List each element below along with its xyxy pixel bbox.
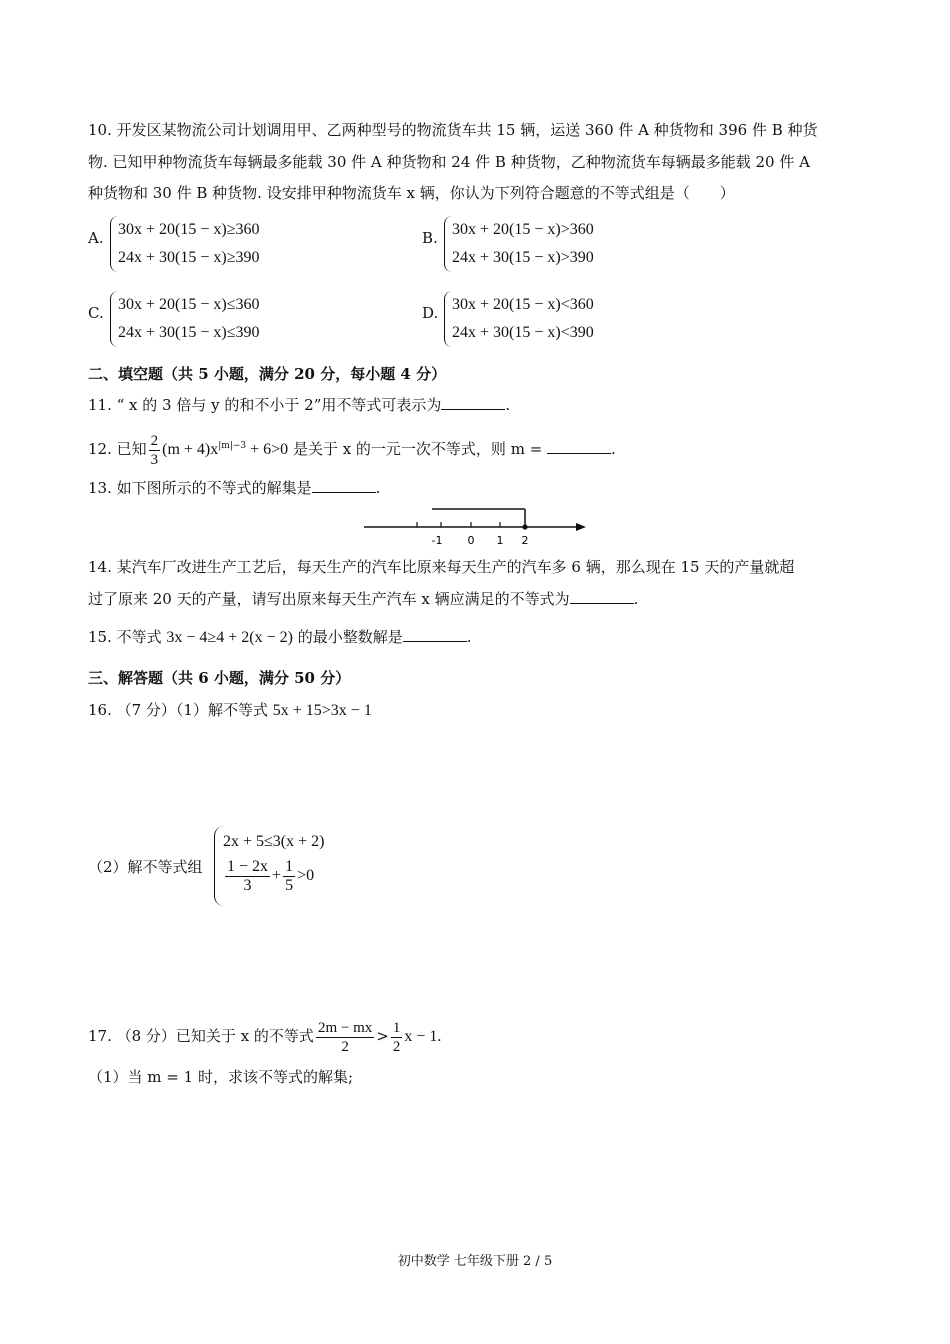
q16-part1-expr: 5x + 15>3x − 1 <box>272 702 372 719</box>
q17-gt: > <box>376 1027 389 1045</box>
q17 <box>88 1014 441 1058</box>
q13-end: . <box>375 479 381 497</box>
q12-expr: (m + 4)x <box>162 441 219 458</box>
option-c[interactable] <box>88 291 408 351</box>
option-d-eq1: 30x + 20(15 − x)<360 <box>452 296 594 313</box>
q14-end: . <box>633 590 639 608</box>
q12-fraction <box>149 432 161 469</box>
option-d-label: D. <box>422 304 439 322</box>
q16-eq2 <box>223 858 324 904</box>
q17-frac1-den: 2 <box>341 1038 349 1055</box>
option-b-label: B. <box>422 229 438 247</box>
q15-expr: 3x − 4≥4 + 2(x − 2) <box>166 629 293 646</box>
page-footer: 初中数学 七年级下册 2 / 5 <box>397 1254 553 1269</box>
option-d[interactable] <box>422 291 742 351</box>
option-c-system <box>110 291 259 347</box>
q14-line1: 14. 某汽车厂改进生产工艺后，每天生产的汽车比原来每天生产的汽车多 6 辆，那么现在 15 天的产量就超 <box>88 558 795 576</box>
q14-answer-blank[interactable] <box>570 589 634 604</box>
option-b-eq1: 30x + 20(15 − x)>360 <box>452 221 594 238</box>
q14-line2-text: 过了原来 20 天的产量，请写出原来每天生产汽车 x 辆应满足的不等式为 <box>88 590 570 608</box>
option-a[interactable] <box>88 216 408 276</box>
q17-frac1-num: 2m − mx <box>317 1019 373 1036</box>
q12-frac-num: 2 <box>150 432 159 449</box>
q16-system <box>214 826 324 906</box>
q16-eq1: 2x + 5≤3(x + 2) <box>223 833 325 850</box>
q17-frac2-den: 2 <box>392 1038 401 1055</box>
option-a-eq1: 30x + 20(15 − x)≥360 <box>118 221 260 238</box>
q12-end: . <box>611 440 616 458</box>
q12 <box>88 426 616 466</box>
q17-pre: 17. （8 分）已知关于 x 的不等式 <box>88 1027 314 1045</box>
q16-frac1 <box>225 858 270 895</box>
option-b[interactable] <box>422 216 742 276</box>
option-a-eq2: 24x + 30(15 − x)≥390 <box>118 249 260 266</box>
option-a-system <box>110 216 259 272</box>
q12-answer-blank[interactable] <box>547 439 611 454</box>
option-a-label: A. <box>88 229 104 247</box>
q17-frac2 <box>391 1019 403 1056</box>
q15 <box>88 627 471 648</box>
q16-frac2-num: 1 <box>285 858 294 875</box>
option-b-eq2: 24x + 30(15 − x)>390 <box>452 249 594 266</box>
q13-text: 13. 如下图所示的不等式的解集是 <box>88 479 312 497</box>
q11-answer-blank[interactable] <box>441 395 505 410</box>
q16-gt: >0 <box>297 867 315 885</box>
q13-answer-blank[interactable] <box>312 478 376 493</box>
q13 <box>88 478 380 498</box>
q15-post: 的最小整数解是 <box>292 628 403 646</box>
tick-label-0: 0 <box>467 534 475 547</box>
section2-title: 二、填空题（共 5 小题，满分 20 分，每小题 4 分） <box>88 365 447 383</box>
q17-frac1 <box>316 1019 374 1056</box>
section3-title: 三、解答题（共 6 小题，满分 50 分） <box>88 669 351 687</box>
q12-expr2: + 6>0 <box>246 441 289 458</box>
q12-mid: 是关于 x 的一元一次不等式，则 m = <box>288 440 548 458</box>
option-c-label: C. <box>88 304 104 322</box>
q15-end: . <box>466 628 472 646</box>
q17-frac2-num: 1 <box>392 1019 401 1036</box>
q16-part2-pre: （2）解不等式组 <box>88 858 203 876</box>
tick-label-minus1: -1 <box>431 534 443 547</box>
q10-line3: 种货物和 30 件 B 种货物. 设安排甲种物流货车 x 辆，你认为下列符合题意的不等式组是（ ） <box>88 184 735 202</box>
option-b-system <box>444 216 594 272</box>
q16-plus: + <box>272 867 282 885</box>
solid-endpoint <box>522 524 527 529</box>
q16-frac2 <box>283 858 295 895</box>
q15-answer-blank[interactable] <box>403 627 467 642</box>
q11-end: . <box>505 396 511 414</box>
q11-text: 11. “ x 的 3 倍与 y 的和不小于 2”用不等式可表示为 <box>88 396 442 414</box>
q12-pre: 12. 已知 <box>88 440 147 458</box>
q15-pre: 15. 不等式 <box>88 628 167 646</box>
q16-part1-pre: 16. （7 分）（1）解不等式 <box>88 701 273 719</box>
q12-frac-den: 3 <box>150 451 159 468</box>
option-d-system <box>444 291 594 347</box>
q10-line1: 10. 开发区某物流公司计划调用甲、乙两种型号的物流货车共 15 辆，运送 360 件 A 种货物和 396 件 B 种货 <box>88 121 818 139</box>
option-d-eq2: 24x + 30(15 − x)<390 <box>452 324 594 341</box>
q14-line2 <box>88 589 638 609</box>
number-line-figure <box>360 503 592 549</box>
q16-part1 <box>88 700 372 721</box>
option-c-eq1: 30x + 20(15 − x)≤360 <box>118 296 260 313</box>
number-line-arrow-icon <box>576 523 586 531</box>
option-c-eq2: 24x + 30(15 − x)≤390 <box>118 324 260 341</box>
q16-frac1-den: 3 <box>243 877 252 894</box>
q12-exponent: |m|−3 <box>218 441 247 451</box>
q16-frac1-num: 1 − 2x <box>227 858 269 875</box>
q16-frac2-den: 5 <box>285 877 294 894</box>
q11 <box>88 395 510 415</box>
tick-label-2: 2 <box>521 534 529 547</box>
tick-label-1: 1 <box>496 534 504 547</box>
q17-post: x − 1. <box>404 1028 442 1045</box>
q17-part1: （1）当 m = 1 时，求该不等式的解集; <box>88 1068 354 1086</box>
q10-line2: 物. 已知甲种物流货车每辆最多能载 30 件 A 种货物和 24 件 B 种货物，乙种物流货车每辆最多能载 20 件 A <box>88 153 810 171</box>
